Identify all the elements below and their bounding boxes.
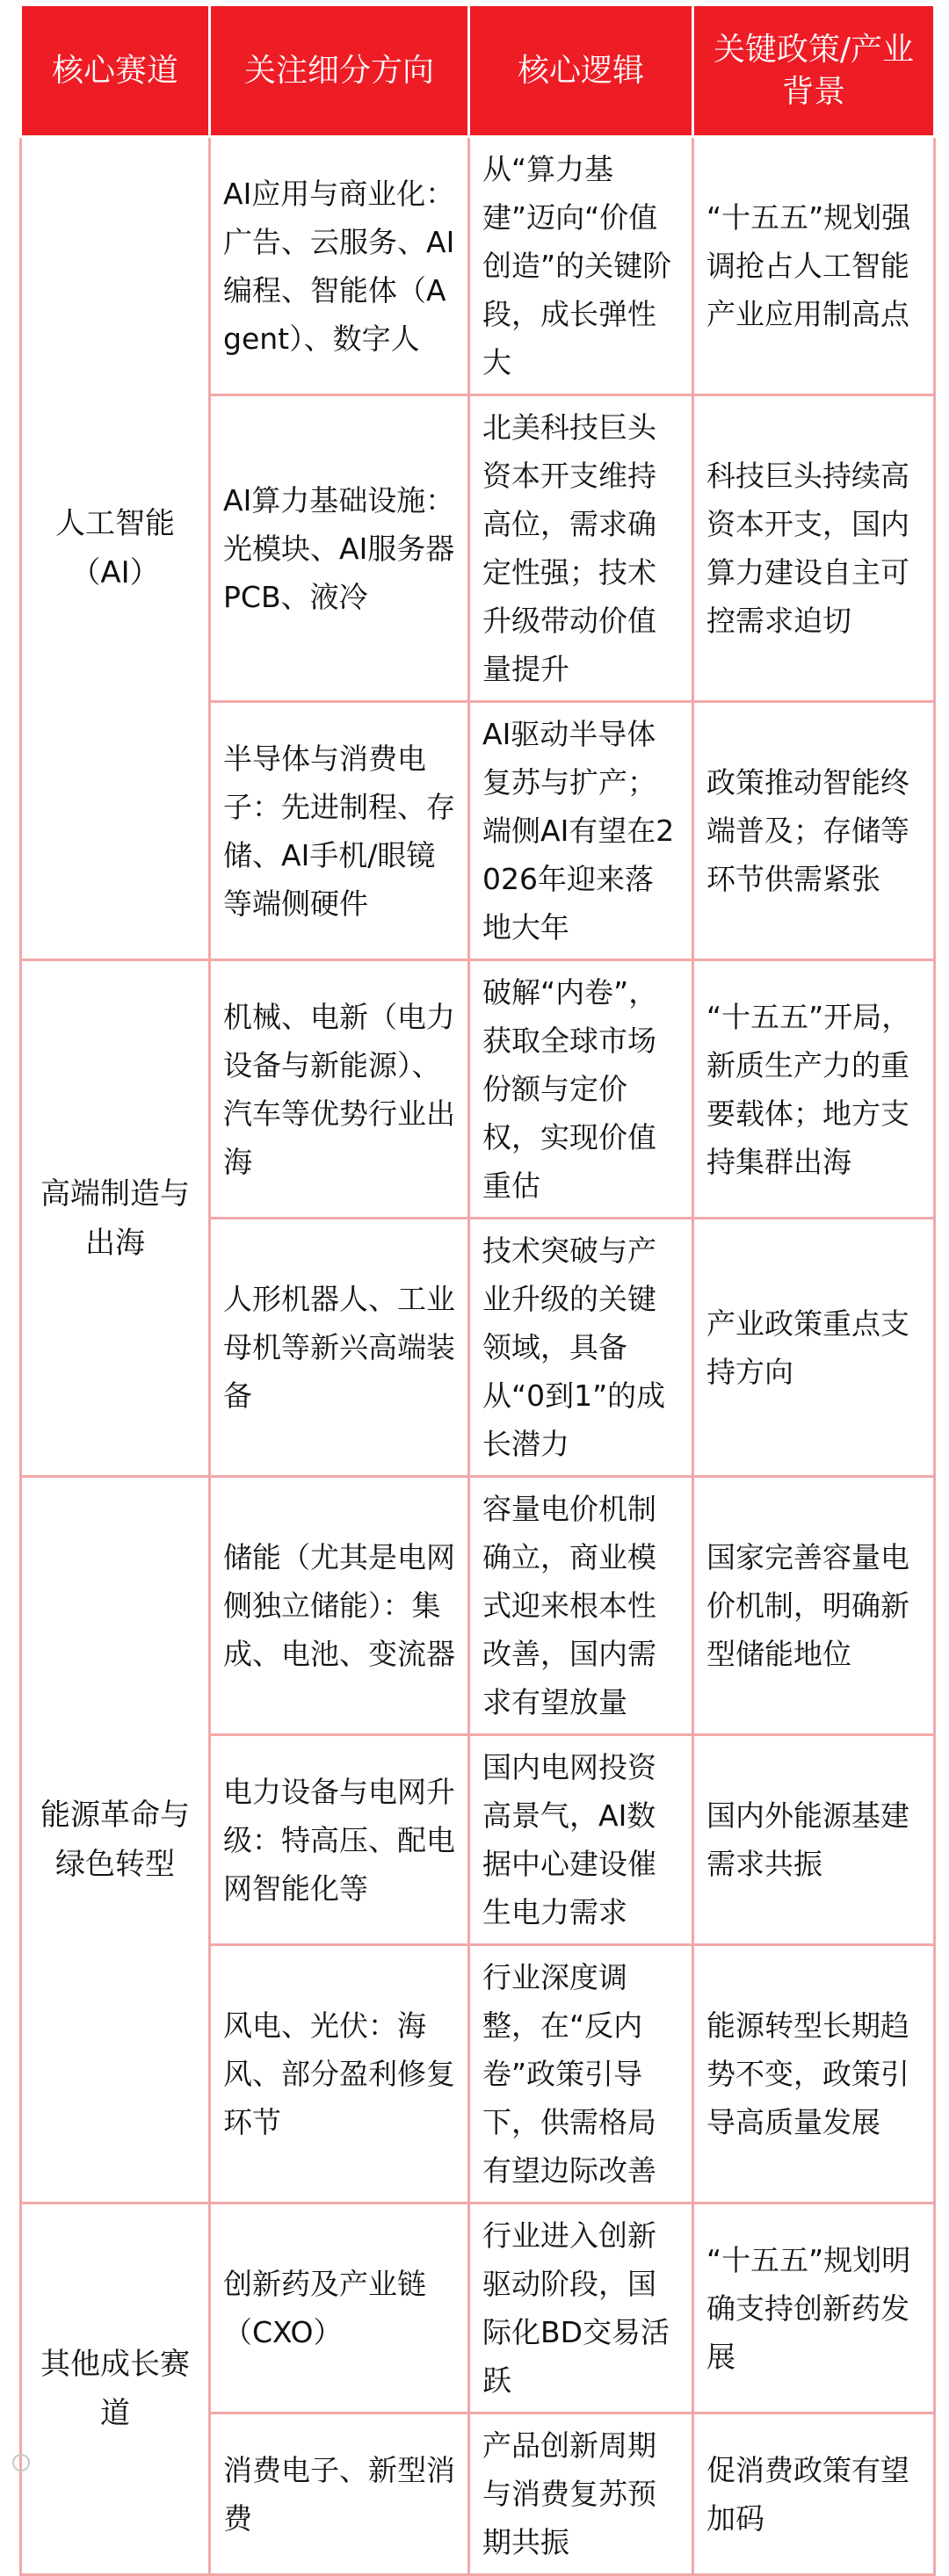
track-cell: 能源革命与绿色转型 (21, 1477, 210, 2203)
logic-cell: 北美科技巨头资本开支维持高位，需求确定性强；技术升级带动价值量提升 (469, 395, 693, 702)
policy-cell: 促消费政策有望加码 (693, 2413, 935, 2575)
direction-cell: 机械、电新（电力设备与新能源）、汽车等优势行业出海 (210, 960, 469, 1219)
header-track: 核心赛道 (21, 5, 210, 137)
track-cell: 人工智能（AI） (21, 137, 210, 960)
logic-cell: 技术突破与产业升级的关键领域，具备从“0到1”的成长潜力 (469, 1219, 693, 1477)
sector-policy-table (19, 4, 936, 2576)
table-row (21, 1477, 935, 1735)
logic-cell: AI驱动半导体复苏与扩产；端侧AI有望在2026年迎来落地大年 (469, 702, 693, 960)
watermark (12, 2450, 33, 2471)
table-row (21, 2203, 935, 2413)
policy-cell: 国家完善容量电价机制，明确新型储能地位 (693, 1477, 935, 1735)
header-policy: 关键政策/产业背景 (693, 5, 935, 137)
policy-cell: 政策推动智能终端普及；存储等环节供需紧张 (693, 702, 935, 960)
logic-cell: 国内电网投资高景气，AI数据中心建设催生电力需求 (469, 1735, 693, 1945)
logic-cell: 容量电价机制确立，商业模式迎来根本性改善，国内需求有望放量 (469, 1477, 693, 1735)
policy-cell: 产业政策重点支持方向 (693, 1219, 935, 1477)
direction-cell: AI应用与商业化：广告、云服务、AI编程、智能体（Agent）、数字人 (210, 137, 469, 395)
policy-cell: 科技巨头持续高资本开支，国内算力建设自主可控需求迫切 (693, 395, 935, 702)
watermark-logo-icon (12, 2454, 30, 2471)
direction-cell: 半导体与消费电子：先进制程、存储、AI手机/眼镜等端侧硬件 (210, 702, 469, 960)
policy-cell: 国内外能源基建需求共振 (693, 1735, 935, 1945)
direction-cell: 创新药及产业链（CXO） (210, 2203, 469, 2413)
logic-cell: 从“算力基建”迈向“价值创造”的关键阶段，成长弹性大 (469, 137, 693, 395)
policy-cell: “十五五”开局，新质生产力的重要载体；地方支持集群出海 (693, 960, 935, 1219)
track-cell: 其他成长赛道 (21, 2203, 210, 2575)
direction-cell: AI算力基础设施：光模块、AI服务器PCB、液冷 (210, 395, 469, 702)
direction-cell: 人形机器人、工业母机等新兴高端装备 (210, 1219, 469, 1477)
direction-cell: 电力设备与电网升级：特高压、配电网智能化等 (210, 1735, 469, 1945)
direction-cell: 风电、光伏：海风、部分盈利修复环节 (210, 1945, 469, 2203)
logic-cell: 产品创新周期与消费复苏预期共振 (469, 2413, 693, 2575)
direction-cell: 储能（尤其是电网侧独立储能）：集成、电池、变流器 (210, 1477, 469, 1735)
logic-cell: 破解“内卷”，获取全球市场份额与定价权，实现价值重估 (469, 960, 693, 1219)
table-row (21, 137, 935, 395)
logic-cell: 行业深度调整，在“反内卷”政策引导下，供需格局有望边际改善 (469, 1945, 693, 2203)
table-row (21, 960, 935, 1219)
policy-cell: 能源转型长期趋势不变，政策引导高质量发展 (693, 1945, 935, 2203)
direction-cell: 消费电子、新型消费 (210, 2413, 469, 2575)
logic-cell: 行业进入创新驱动阶段，国际化BD交易活跃 (469, 2203, 693, 2413)
header-direction: 关注细分方向 (210, 5, 469, 137)
policy-cell: “十五五”规划强调抢占人工智能产业应用制高点 (693, 137, 935, 395)
header-logic: 核心逻辑 (469, 5, 693, 137)
header-row (21, 5, 935, 137)
policy-cell: “十五五”规划明确支持创新药发展 (693, 2203, 935, 2413)
track-cell: 高端制造与出海 (21, 960, 210, 1477)
